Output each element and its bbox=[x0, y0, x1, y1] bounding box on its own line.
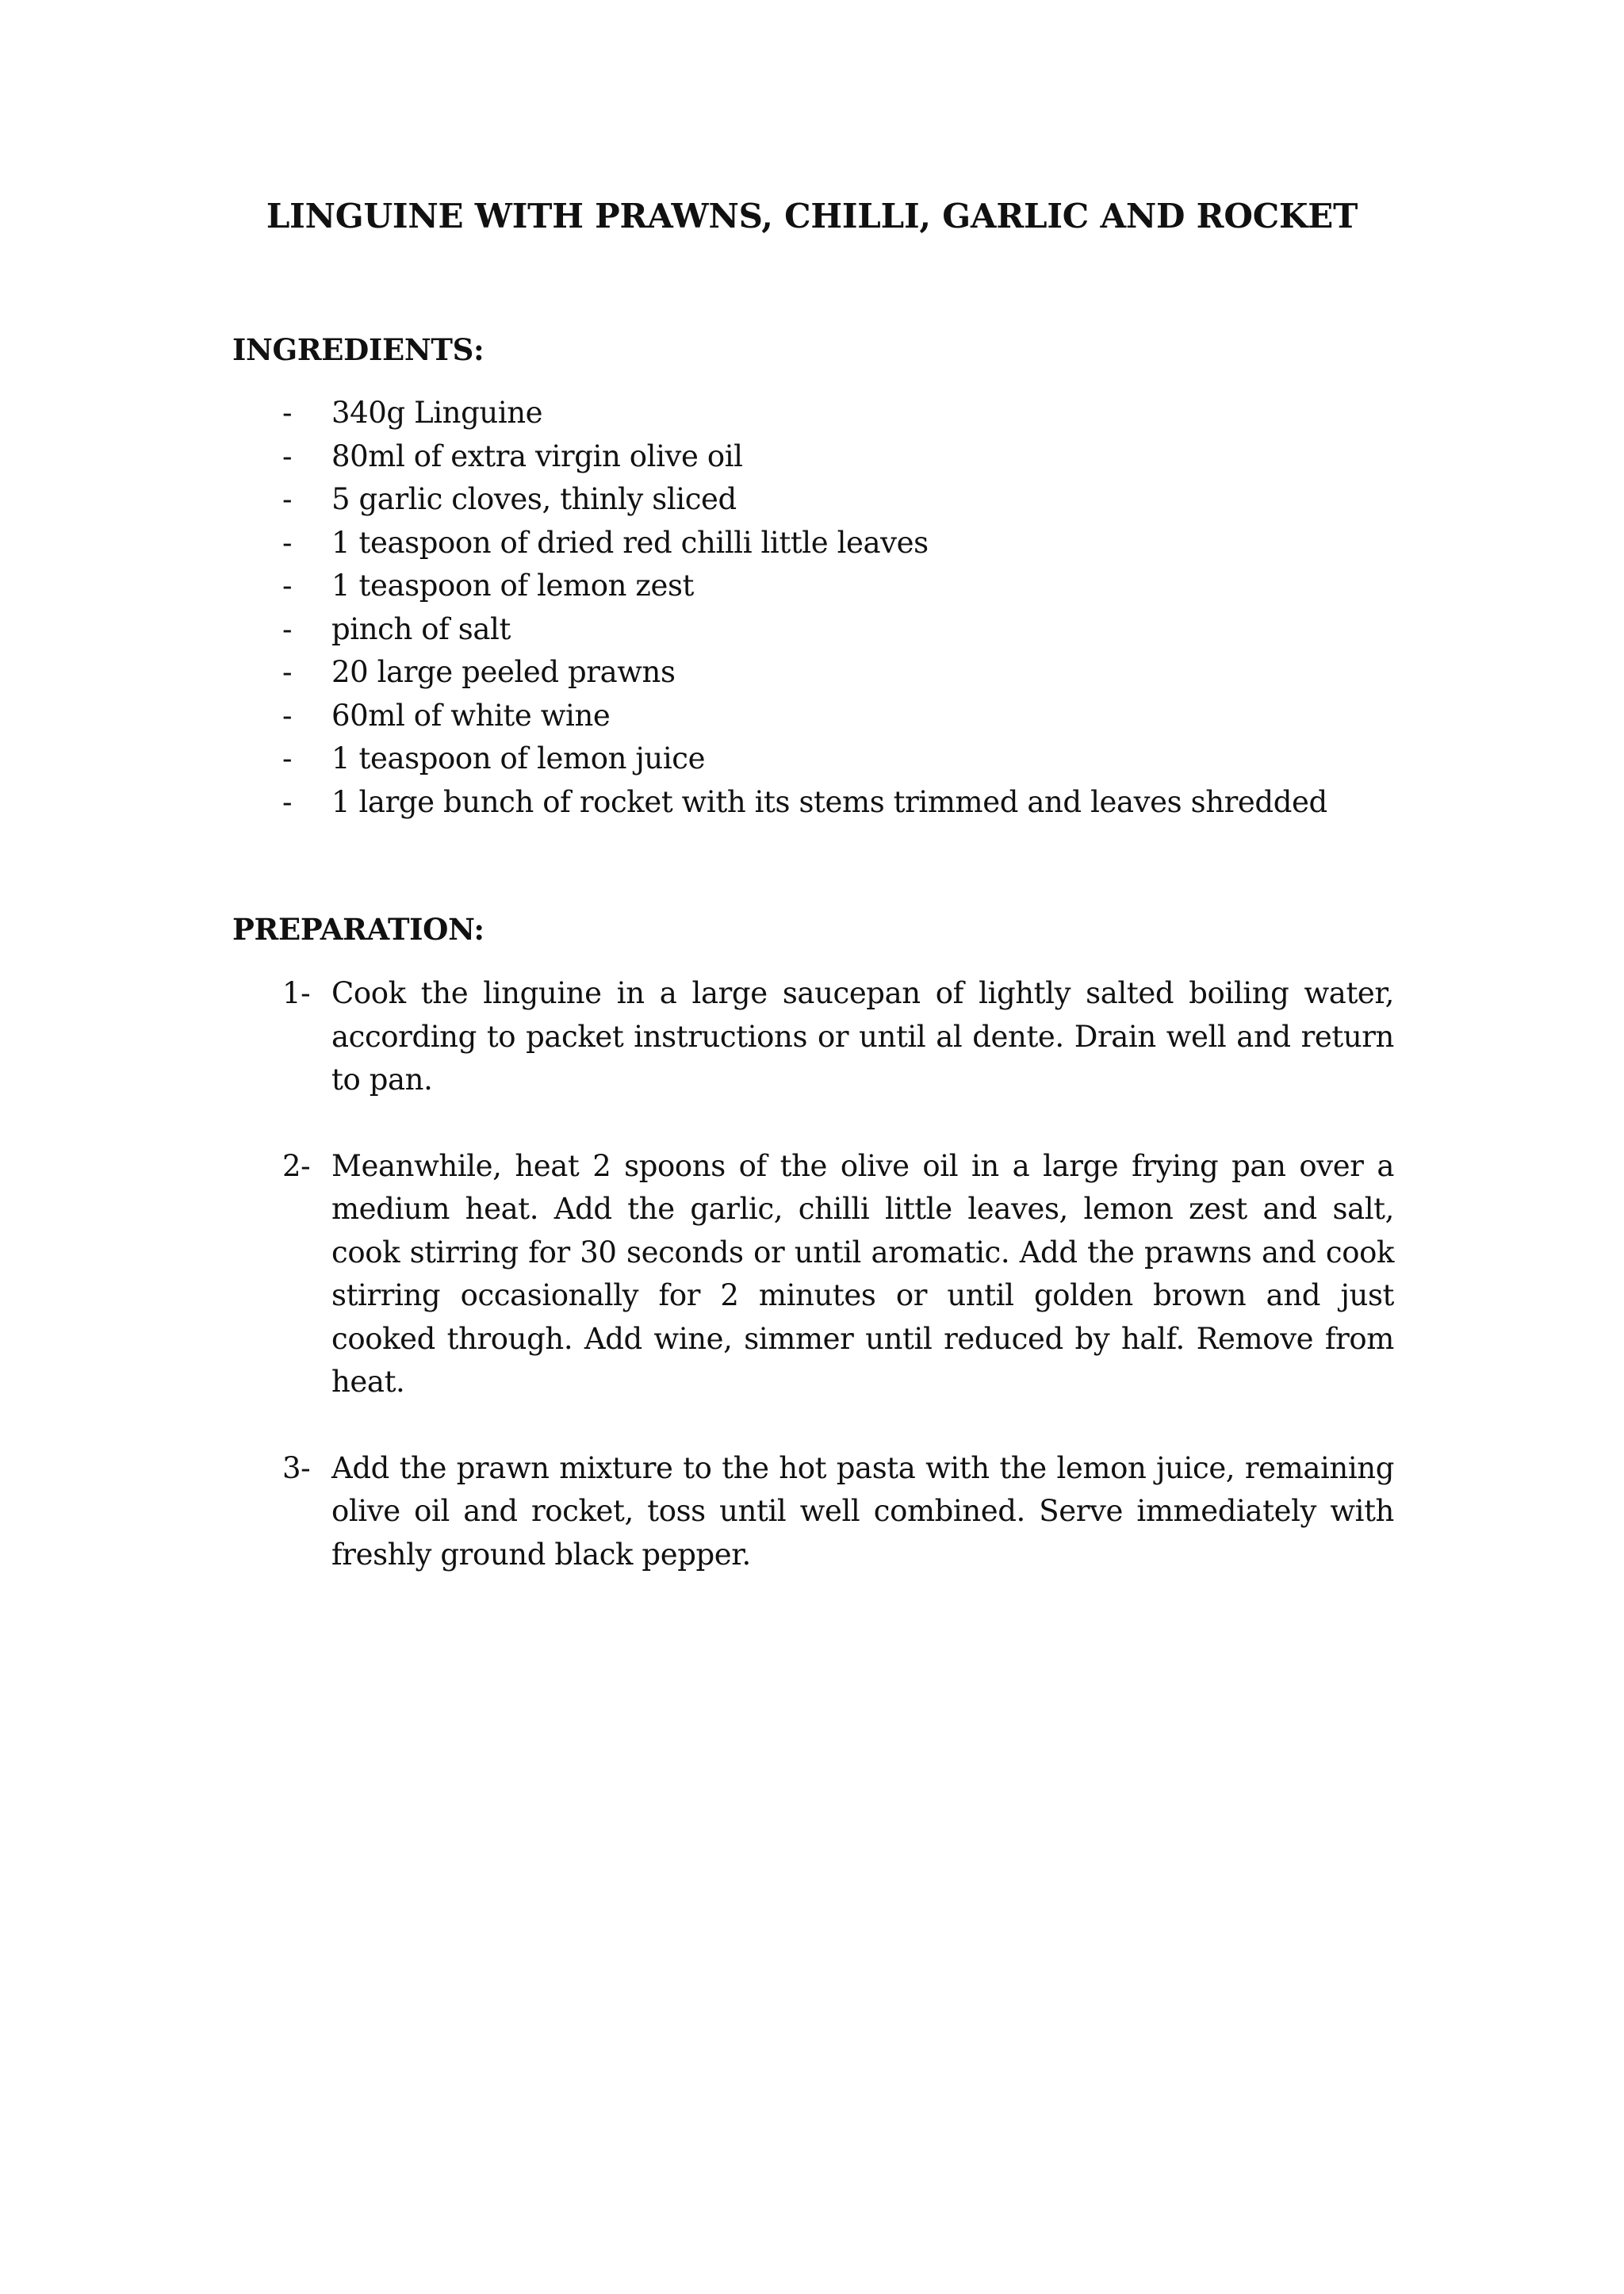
ingredient-text: 20 large peeled prawns bbox=[331, 655, 676, 689]
ingredient-item bbox=[232, 478, 1398, 522]
ingredient-item bbox=[232, 565, 1398, 608]
recipe-title: LINGUINE WITH PRAWNS, CHILLI, GARLIC AND ROCKET bbox=[266, 197, 1358, 236]
list-bullet: - bbox=[282, 698, 293, 733]
step-text: Add the prawn mixture to the hot pasta with the lemon juice, remaining olive oil and rocket, toss until well combined. Serve immediately with freshly ground black pepper. bbox=[331, 1450, 1394, 1572]
step-number: 1- bbox=[282, 976, 311, 1010]
ingredient-text: 1 large bunch of rocket with its stems trimmed and leaves shredded bbox=[331, 784, 1327, 819]
step-text: Meanwhile, heat 2 spoons of the olive oil in a large frying pan over a medium heat. Add the garlic, chilli little leaves, lemon zest and salt, cook stirring for 30 seconds or until aromatic. Add the prawns and cook stirring occasionally for 2 minutes or until golden brown and just cooked through. Add wine, simmer until reduced by half. Remove from heat. bbox=[331, 1148, 1394, 1399]
step-number: 3- bbox=[282, 1450, 311, 1485]
ingredient-text: 1 teaspoon of lemon juice bbox=[331, 741, 706, 776]
ingredient-item bbox=[232, 781, 1398, 825]
ingredient-item bbox=[232, 522, 1398, 565]
ingredient-text: 60ml of white wine bbox=[331, 698, 611, 733]
ingredient-item bbox=[232, 651, 1398, 695]
step-number: 2- bbox=[282, 1148, 311, 1183]
ingredient-text: 1 teaspoon of lemon zest bbox=[331, 569, 695, 603]
list-bullet: - bbox=[282, 611, 293, 646]
ingredient-text: 5 garlic cloves, thinly sliced bbox=[331, 482, 737, 516]
list-bullet: - bbox=[282, 525, 293, 560]
list-bullet: - bbox=[282, 439, 293, 473]
ingredient-item bbox=[232, 392, 1398, 435]
ingredient-text: 80ml of extra virgin olive oil bbox=[331, 439, 743, 473]
step-item bbox=[232, 1145, 1394, 1404]
ingredient-item bbox=[232, 695, 1398, 738]
preparation-heading: PREPARATION: bbox=[232, 912, 485, 947]
ingredient-text: pinch of salt bbox=[331, 611, 511, 646]
ingredient-text: 340g Linguine bbox=[331, 396, 543, 430]
ingredients-heading: INGREDIENTS: bbox=[232, 332, 485, 367]
ingredient-item bbox=[232, 608, 1398, 652]
list-bullet: - bbox=[282, 482, 293, 516]
step-item bbox=[232, 1447, 1394, 1577]
list-bullet: - bbox=[282, 784, 293, 819]
step-item bbox=[232, 972, 1394, 1102]
ingredient-item bbox=[232, 435, 1398, 479]
step-text: Cook the linguine in a large saucepan of lightly salted boiling water, according to packet instructions or until al dente. Drain well and return to pan. bbox=[331, 976, 1394, 1097]
preparation-steps bbox=[232, 972, 1394, 1619]
list-bullet: - bbox=[282, 396, 293, 430]
ingredient-text: 1 teaspoon of dried red chilli little leaves bbox=[331, 525, 929, 560]
ingredients-list bbox=[232, 392, 1398, 824]
list-bullet: - bbox=[282, 741, 293, 776]
ingredient-item bbox=[232, 737, 1398, 781]
list-bullet: - bbox=[282, 655, 293, 689]
list-bullet: - bbox=[282, 569, 293, 603]
